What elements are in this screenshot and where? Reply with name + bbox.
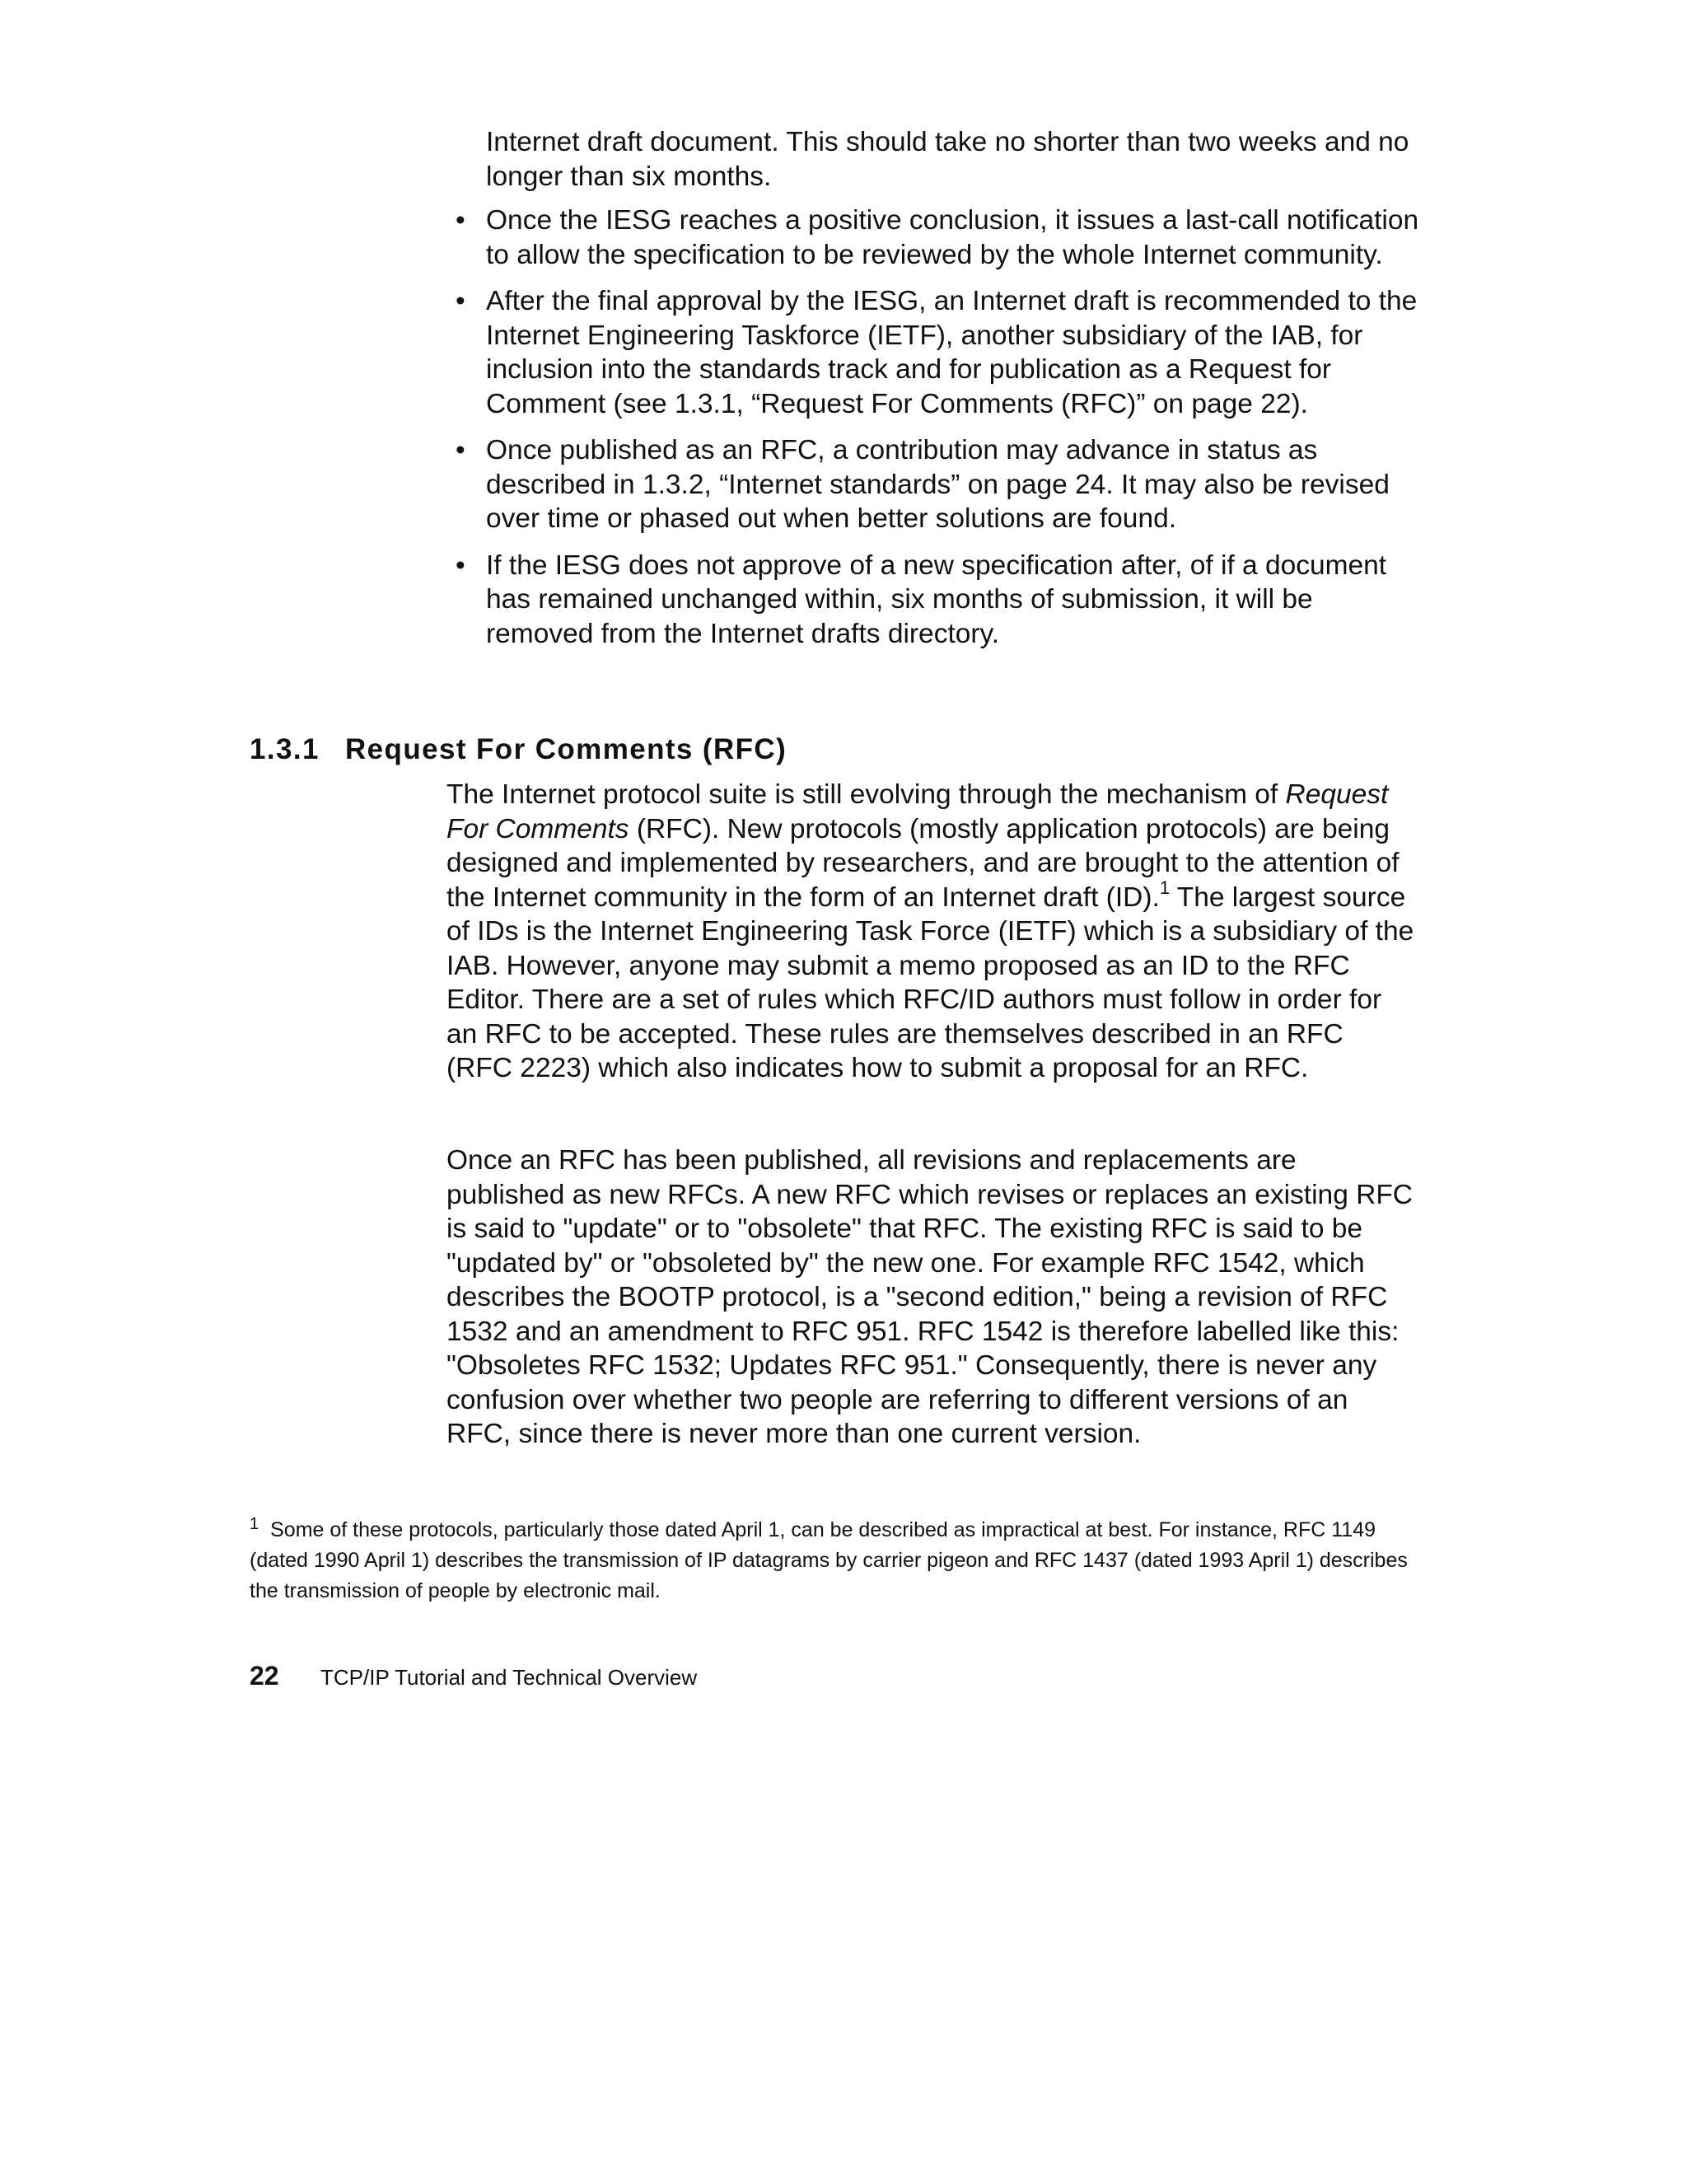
book-title: TCP/IP Tutorial and Technical Overview [320, 1665, 698, 1690]
footnote [250, 1509, 1419, 1606]
bullet-dot-icon: • [456, 435, 465, 465]
bullet-dot-icon: • [456, 286, 465, 316]
paragraph-text: The Internet protocol suite is still evolving through the mechanism of [446, 779, 1286, 810]
rfc-revision-paragraph: Once an RFC has been published, all revisions and replacements are published as new RFCs. A new RFC which revises or replaces an existing RFC is said to "update" or to "obsolete" that RFC. The existing RFC is said to be "updated by" or "obsoleted by" the new one. For example RFC 1542, which describes the BOOTP protocol, is a "second edition," being a revision of RFC 1532 and an amendment to RFC 951. RFC 1542 is therefore labelled like this: "Obsoletes RFC 1532; Updates RFC 951." Consequently, there is never any confusion over whether two people are referring to different versions of an RFC, since there is never more than one current version. [446, 1145, 1413, 1449]
bullet-item [456, 433, 1428, 536]
bullet-item [456, 203, 1428, 272]
section-heading [250, 732, 787, 768]
section-title: Request For Comments (RFC) [345, 733, 787, 765]
bullet-text: After the final approval by the IESG, an Internet draft is recommended to the Internet Engineering Taskforce (IETF), another subsidiary of the IAB, for inclusion into the standards track and for publication as a Request for Comment (see 1.3.1, “Request For Comments (RFC)” on page 22). [486, 286, 1418, 419]
paragraph-text: (RFC). New protocols (mostly application protocols) are being designed and implemented by researchers, and are brought to the attention of the Internet community in the form of an Internet draft (ID). [446, 813, 1400, 913]
page-number: 22 [250, 1661, 279, 1691]
footnote-mark: 1 [250, 1515, 259, 1533]
bullet-text: If the IESG does not approve of a new specification after, of if a document has remained unchanged within, six months of submission, it will be removed from the Internet drafts directory. [486, 550, 1387, 649]
bullet-text: Once the IESG reaches a positive conclusion, it issues a last-call notification to allow the specification to be reviewed by the whole Internet community. [486, 205, 1419, 270]
italic-term: Request For Comments [446, 779, 1389, 844]
page-footer [250, 1661, 697, 1691]
paragraph-text: The largest source of IDs is the Internet Engineering Task Force (IETF) which is a subsidiary of the IAB. However, anyone may submit a memo proposed as an ID to the RFC Editor. There are a set of rules which RFC/ID authors must follow in order for an RFC to be accepted. These rules are themselves described in an RFC (RFC 2223) which also indicates how to submit a proposal for an RFC. [446, 882, 1414, 1083]
footnote-reference[interactable]: 1 [1159, 877, 1171, 899]
bullet-dot-icon: • [456, 205, 465, 236]
footnote-text: Some of these protocols, particularly those dated April 1, can be described as impractical at best. For instance, RFC 1149 (dated 1990 April 1) describes the transmission of IP datagrams by carrier pigeon and RFC 1437 (dated 1993 April 1) describes the transmission of people by electronic mail. [250, 1518, 1408, 1602]
bullet-item [456, 549, 1428, 652]
bullet-item [456, 284, 1428, 421]
section-number: 1.3.1 [250, 733, 320, 765]
bullet-list [456, 203, 1428, 663]
continuation-paragraph: Internet draft document. This should take no shorter than two weeks and no longer than six months. [486, 127, 1409, 192]
bullet-dot-icon: • [456, 550, 465, 581]
rfc-intro-paragraph [446, 778, 1414, 1086]
bullet-text: Once published as an RFC, a contribution may advance in status as described in 1.3.2, “Internet standards” on page 24. It may also be revised over time or phased out when better solutions are found. [486, 435, 1390, 534]
